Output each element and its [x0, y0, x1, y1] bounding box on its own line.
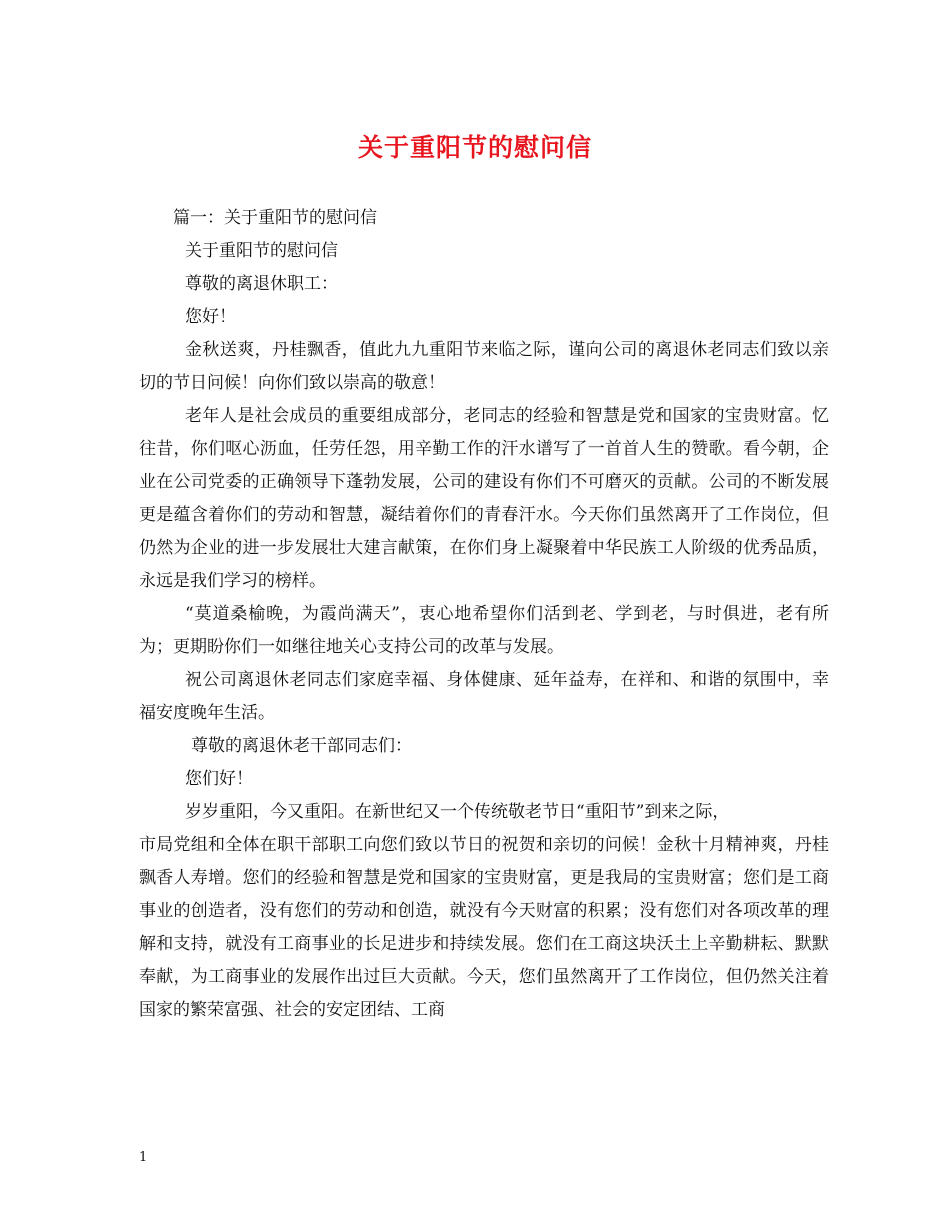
document-title: 关于重阳节的慰问信	[357, 133, 592, 162]
body-paragraph: 祝公司离退休老同志们家庭幸福、身体健康、延年益寿，在祥和、和谐的氛围中，幸福安度晚年生活。	[139, 670, 829, 723]
letter-title: 关于重阳节的慰问信	[185, 241, 338, 261]
body-paragraph: “莫道桑榆晚，为霞尚满天”，衷心地希望你们活到老、学到老，与时俱进，老有所为；更期盼你们一如继往地关心支持公司的改革与发展。	[139, 604, 829, 657]
page-number: 1	[139, 1150, 148, 1165]
body-paragraph: 岁岁重阳，今又重阳。在新世纪又一个传统敬老节日“重阳节”到来之际，	[185, 802, 730, 822]
document-body	[139, 202, 829, 1027]
section-heading: 篇一：关于重阳节的慰问信	[173, 208, 377, 228]
salutation: 尊敬的离退休老干部同志们：	[191, 736, 412, 756]
body-paragraph: 老年人是社会成员的重要组成部分，老同志的经验和智慧是党和国家的宝贵财富。忆往昔，你们呕心沥血，任劳任怨，用辛勤工作的汗水谱写了一首首人生的赞歌。看今朝，企业在公司党委的正确领导下蓬勃发展，公司的建设有你们不可磨灭的贡献。公司的不断发展更是蕴含着你们的劳动和智慧，凝结着你们的青春汗水。今天你们虽然离开了工作岗位，但仍然为企业的进一步发展壮大建言献策，在你们身上凝聚着中华民族工人阶级的优秀品质，永远是我们学习的榜样。	[139, 406, 829, 591]
greeting: 您好！	[185, 307, 236, 327]
salutation: 尊敬的离退休职工：	[185, 274, 338, 294]
body-paragraph: 市局党组和全体在职干部职工向您们致以节日的祝贺和亲切的问候！金秋十月精神爽，丹桂飘香人寿增。您们的经验和智慧是党和国家的宝贵财富，更是我局的宝贵财富；您们是工商事业的创造者，没有您们的劳动和创造，就没有今天财富的积累；没有您们对各项改革的理解和支持，就没有工商事业的长足进步和持续发展。您们在工商这块沃土上辛勤耕耘、默默奉献，为工商事业的发展作出过巨大贡献。今天，您们虽然离开了工作岗位，但仍然关注着国家的繁荣富强、社会的安定团结、工商	[139, 835, 829, 1020]
body-paragraph: 金秋送爽，丹桂飘香，值此九九重阳节来临之际，谨向公司的离退休老同志们致以亲切的节日问候！向你们致以崇高的敬意！	[139, 340, 829, 393]
greeting: 您们好！	[185, 769, 253, 789]
